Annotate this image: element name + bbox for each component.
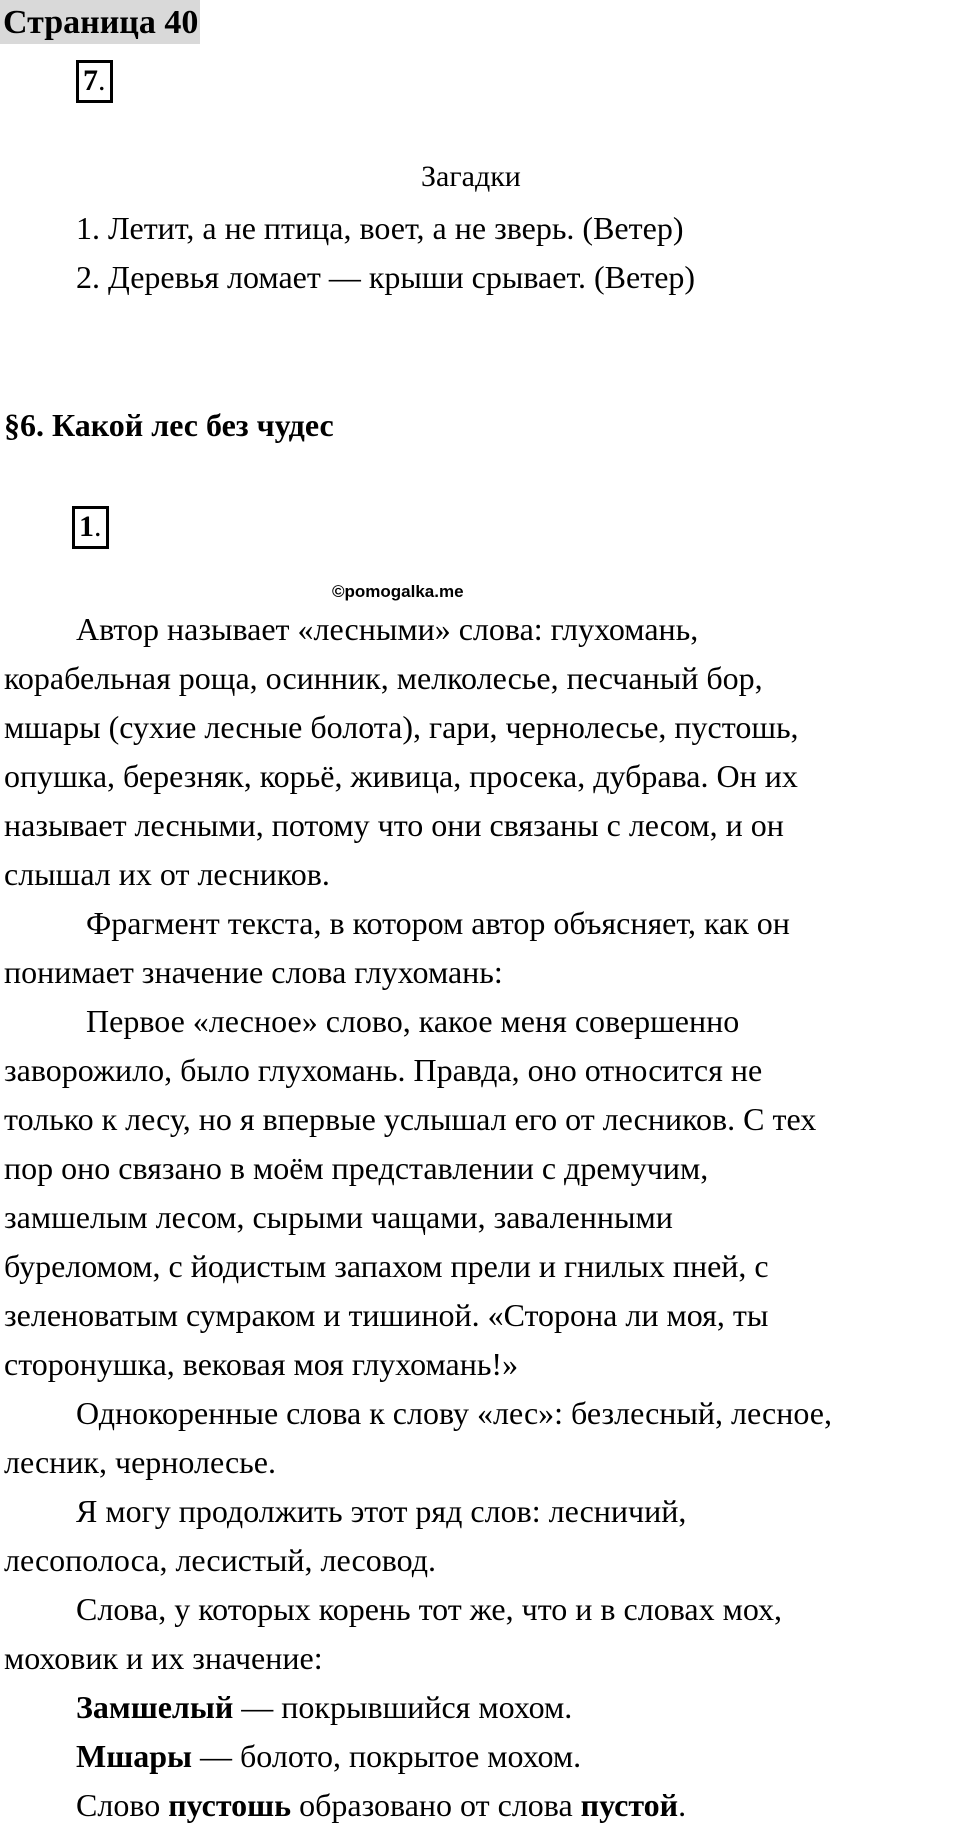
text-line: Фрагмент текста, в котором автор объясняет, как он <box>86 905 790 941</box>
task-1-number: 1. <box>72 506 109 549</box>
text-line: только к лесу, но я впервые услышал его от лесников. С тех <box>4 1101 817 1137</box>
text-line: лесник, чернолесье. <box>4 1444 276 1480</box>
definition-term: Мшары <box>76 1738 192 1774</box>
riddle-2: 2. Деревья ломает — крыши срывает. (Ветер) <box>76 259 696 295</box>
text-line: сторонушка, вековая моя глухомань!» <box>4 1346 519 1382</box>
text-line: замшелым лесом, сырыми чащами, заваленными <box>4 1199 673 1235</box>
text-line: заворожило, было глухомань. Правда, оно относится не <box>4 1052 763 1088</box>
riddles-title: Загадки <box>421 160 521 193</box>
text-line: Однокоренные слова к слову «лес»: безлесный, лесное, <box>76 1395 832 1431</box>
text-line: лесополоса, лесистый, лесовод. <box>4 1542 436 1578</box>
definition-term: Замшелый <box>76 1689 234 1725</box>
text-line: понимает значение слова глухомань: <box>4 954 503 990</box>
riddle-1: 1. Летит, а не птица, воет, а не зверь. (Ветер) <box>76 210 684 246</box>
text-line: зеленоватым сумраком и тишиной. «Сторона ли моя, ты <box>4 1297 769 1333</box>
word-origin-line: Слово пустошь образовано от слова пустой. <box>76 1787 687 1823</box>
text-line: буреломом, с йодистым запахом прели и гнилых пней, с <box>4 1248 769 1284</box>
text-line: Слова, у которых корень тот же, что и в словах мох, <box>76 1591 783 1627</box>
definition-mshary: Мшары — болото, покрытое мохом. <box>76 1738 582 1774</box>
text-line: называет лесными, потому что они связаны с лесом, и он <box>4 807 784 843</box>
text-line: опушка, березняк, корьё, живица, просека, дубрава. Он их <box>4 758 798 794</box>
text-line: корабельная роща, осинник, мелколесье, песчаный бор, <box>4 660 763 696</box>
text-line: пор оно связано в моём представлении с дремучим, <box>4 1150 709 1186</box>
text-line: Я могу продолжить этот ряд слов: лесничий, <box>76 1493 687 1529</box>
page-header: Страница 40 <box>0 0 200 44</box>
section-heading: §6. Какой лес без чудес <box>4 407 334 443</box>
text-line: слышал их от лесников. <box>4 856 330 892</box>
definition-zamshely: Замшелый — покрывшийся мохом. <box>76 1689 573 1725</box>
text-line: Автор называет «лесными» слова: глухомань, <box>76 611 699 647</box>
watermark: ©pomogalka.me <box>332 582 464 601</box>
text-line: мшары (сухие лесные болота), гари, чернолесье, пустошь, <box>4 709 799 745</box>
text-line: Первое «лесное» слово, какое меня совершенно <box>86 1003 740 1039</box>
task-7-number: 7. <box>76 60 113 103</box>
text-line: моховик и их значение: <box>4 1640 323 1676</box>
